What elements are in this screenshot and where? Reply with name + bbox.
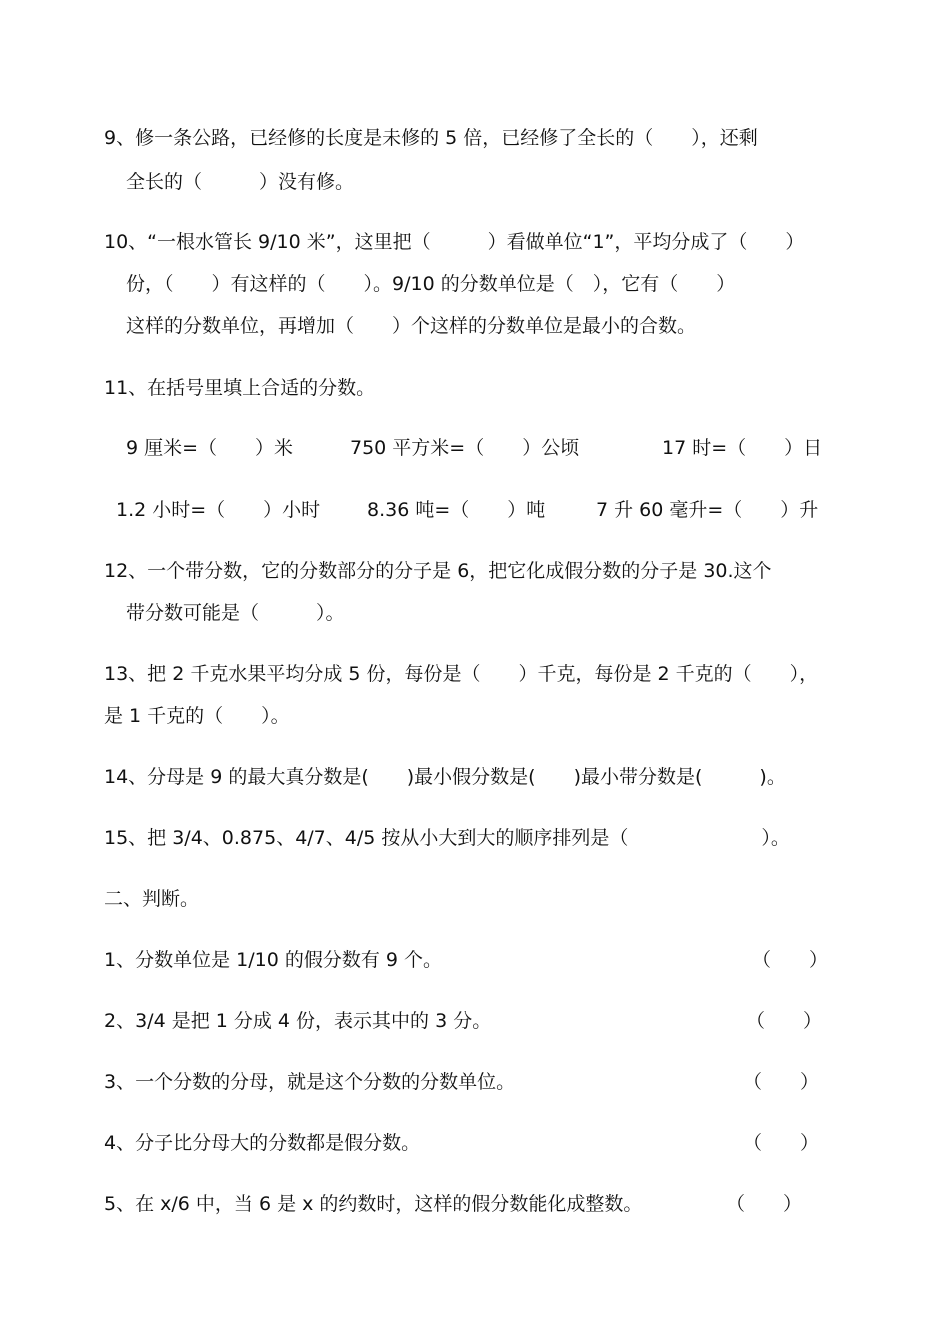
- question-11-item: 7 升 60 毫升=（ ）升: [596, 499, 819, 521]
- judge-answer-paren: （ ）: [752, 949, 829, 971]
- judge-answer-paren: （ ）: [746, 1010, 823, 1032]
- question-9-line-1: 9、修一条公路，已经修的长度是未修的 5 倍，已经修了全长的（ ），还剩: [104, 127, 758, 149]
- question-10-line-3: 这样的分数单位，再增加（ ）个这样的分数单位是最小的合数。: [126, 315, 697, 337]
- question-10-line-2: 份，（ ）有这样的（ ）。9/10 的分数单位是（ ），它有（ ）: [126, 273, 736, 295]
- question-11-item: 17 时=（ ）日: [662, 437, 823, 459]
- judge-item-text: 2、3/4 是把 1 分成 4 份，表示其中的 3 分。: [104, 1010, 492, 1032]
- judge-item-text: 1、分数单位是 1/10 的假分数有 9 个。: [104, 949, 443, 971]
- question-11-item: 8.36 吨=（ ）吨: [367, 499, 546, 521]
- question-14: 14、分母是 9 的最大真分数是( )最小假分数是( )最小带分数是( )。: [104, 766, 786, 788]
- judge-answer-paren: （ ）: [726, 1193, 803, 1215]
- question-11-item: 1.2 小时=（ ）小时: [116, 499, 321, 521]
- question-12-line-2: 带分数可能是（ ）。: [126, 602, 345, 624]
- question-11-item: 9 厘米=（ ）米: [126, 437, 294, 459]
- question-13-line-2: 是 1 千克的（ ）。: [104, 705, 290, 727]
- judge-item-text: 3、一个分数的分母，就是这个分数的分数单位。: [104, 1071, 516, 1093]
- question-9-line-2: 全长的（ ）没有修。: [126, 171, 355, 193]
- judge-answer-paren: （ ）: [743, 1132, 820, 1154]
- judge-item-text: 5、在 x/6 中，当 6 是 x 的约数时，这样的假分数能化成整数。: [104, 1193, 643, 1215]
- question-12-line-1: 12、一个带分数，它的分数部分的分子是 6，把它化成假分数的分子是 30.这个: [104, 560, 772, 582]
- question-15: 15、把 3/4、0.875、4/7、4/5 按从小大到大的顺序排列是（ ）。: [104, 827, 790, 849]
- question-13-line-1: 13、把 2 千克水果平均分成 5 份，每份是（ ）千克，每份是 2 千克的（ ），: [104, 663, 819, 685]
- section-judge-title: 二、判断。: [104, 888, 200, 910]
- judge-answer-paren: （ ）: [743, 1071, 820, 1093]
- judge-item-text: 4、分子比分母大的分数都是假分数。: [104, 1132, 421, 1154]
- question-10-line-1: 10、“一根水管长 9/10 米”，这里把（ ）看做单位“1”，平均分成了（ ）: [104, 231, 805, 253]
- question-11-title: 11、在括号里填上合适的分数。: [104, 377, 376, 399]
- question-11-item: 750 平方米=（ ）公顷: [350, 437, 580, 459]
